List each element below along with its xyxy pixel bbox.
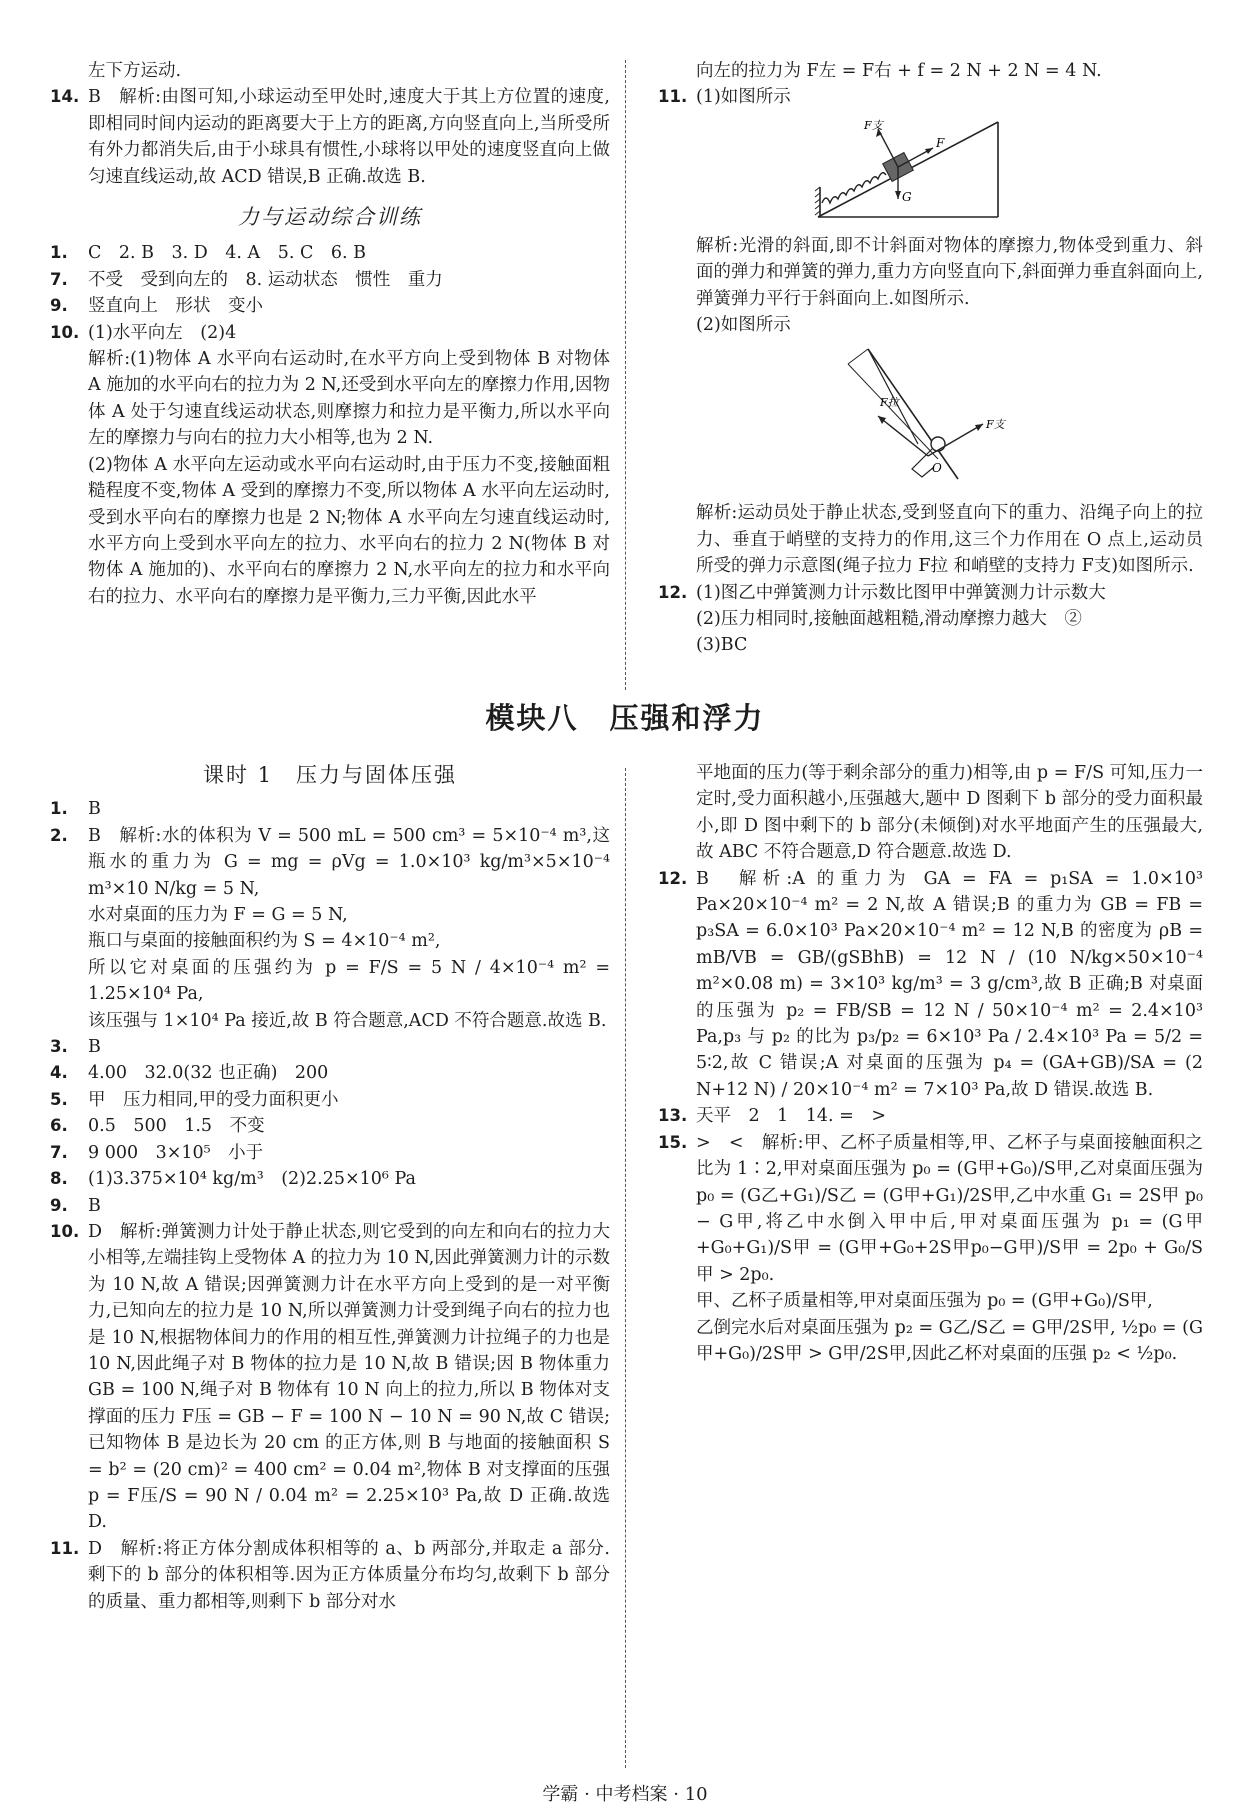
answer-2: 2. B 解析:水的体积为 V = 500 mL = 500 cm³ = 5×10⁻⁴ m³,这瓶水的重力为 G = mg = ρVg = 1.0×10³ kg/m³×5×10⁻⁴ m³×10 N/kg = 5 N, [50,825,610,899]
section-title: 力与运动综合训练 [238,205,422,230]
climber-force-diagram [768,344,1018,494]
lesson-title: 课时 1 压力与固体压强 [202,763,458,787]
answer-7: 7. 9 000 3×10⁵ 小于 [50,1142,264,1163]
answer-11-analysis: 解析:光滑的斜面,即不计斜面对物体的摩擦力,物体受到重力、斜面的弹力和弹簧的弹力,重力方向竖直向下,斜面弹力垂直斜面向上,弹簧弹力平行于斜面向上.如图所示. [696,235,1203,309]
answer-12: 12. (1)图乙中弹簧测力计示数比图甲中弹簧测力计示数大 [658,582,1106,603]
column-divider-top [625,60,626,690]
answer-11-cont: 平地面的压力(等于剩余部分的重力)相等,由 p = F/S 可知,压力一定时,受力面积越小,压强越大,题中 D 图剩下 b 部分的受力面积最小,即 D 图中剩下的 b 部分(未倾倒)对水平地面产生的压强最大,故 ABC 不符合题意,D 符合题意.故选 D. [696,763,1203,863]
answer-15-line: 乙倒完水后对桌面压强为 p₂ = G乙/S乙 = G甲/2S甲, ½p₀ = (G甲+G₀)/2S甲 > G甲/2S甲,因此乙杯对桌面的压强 p₂ < ½p₀. [696,1317,1203,1364]
answer-12-part3: (3)BC [696,635,748,656]
force-label-rope: F拉 [880,396,899,410]
answer-4: 4. 4.00 32.0(32 也正确) 200 [50,1063,329,1084]
answer-13-14: 13. 天平 2 1 14. = > [658,1106,886,1127]
answer-10: 10. D 解析:弹簧测力计处于静止状态,则它受到的向左和向右的拉力大小相等,左端挂钩上受物体 A 的拉力为 10 N,因此弹簧测力计的示数为 10 N,故 A 错误;因弹簧测力计在水平方向上受到的是一对平衡力,已知向左的拉力是 10 N,所以弹簧测力计受到绳子向右的拉力也是 10 N,根据物体间力的作用的相互性,弹簧测力计拉绳子的力也是 10 N,因此绳子对 B 物体的拉力是 10 N,故 B 错误;因 B 物体重力 GB = 100 N,绳子对 B 物体有 10 N 向上的拉力,所以 B 物体对支撑面的压力 F压 = GB − F = 100 N − 10 N = 90 N,故 C 错误;已知物体 B 是边长为 20 cm 的正方体,则 B 与地面的接触面积 S = b² = (20 cm)² = 400 cm² = 0.04 m²,物体 B 对支撑面的压强 p = F压/S = 90 N / 0.04 m² = 2.25×10³ Pa,故 D 正确.故选 D. [50,1221,610,1533]
point-label-o: O [932,461,942,476]
answer-10-analysis: 解析:(1)物体 A 水平向右运动时,在水平方向上受到物体 B 对物体 A 施加的水平向右的拉力为 2 N,还受到水平向左的摩擦力作用,因物体 A 处于匀速直线运动状态,则摩擦力和拉力是平衡力,所以水平向左的摩擦力与向右的拉力大小相等,也为 2 N. [88,349,610,449]
force-label-spring: F [936,135,945,150]
answer-line: 左下方运动. [88,61,182,81]
page-footer: 学霸 · 中考档案 · 10 [542,1784,708,1805]
right-column-top [658,58,1203,659]
answer-9: 9. B [50,1195,101,1216]
answer-15-line: 甲、乙杯子质量相等,甲对桌面压强为 p₀ = (G甲+G₀)/S甲, [696,1291,1153,1312]
answer-6: 6. 0.5 500 1.5 不变 [50,1116,265,1137]
module-title: 模块八 压强和浮力 [485,701,765,735]
answer-9: 9. 竖直向上 形状 变小 [50,296,263,317]
force-label-wall: F支 [986,418,1005,432]
left-column-bottom [50,760,610,1615]
answer-3: 3. B [50,1037,101,1058]
answer-11-part2: (2)如图所示 [696,315,791,336]
answer-2-line: 水对桌面的压力为 F = G = 5 N, [88,905,348,926]
incline-spring-diagram [768,117,1008,227]
answer-11: 11. D 解析:将正方体分割成体积相等的 a、b 两部分,并取走 a 部分.剩下的 b 部分的体积相等.因为正方体质量分布均匀,故剩下 b 部分的质量、重力都相等,则剩下 b 部分对水 [50,1538,610,1612]
answer-11-analysis-2: 解析:运动员处于静止状态,受到竖直向下的重力、沿绳子向上的拉力、垂直于峭壁的支持力的作用,这三个力作用在 O 点上,运动员所受的弹力示意图(绳子拉力 F拉 和峭壁的支持力 F支)如图所示. [696,503,1203,577]
column-divider-bottom [625,768,626,1768]
left-column-top [50,58,610,610]
answer-12: 12. B 解析:A 的重力为 GA = FA = p₁SA = 1.0×10³ Pa×20×10⁻⁴ m² = 2 N,故 A 错误;B 的重力为 GB = FB = p₃SA = 6.0×10³ Pa×20×10⁻⁴ m² = 12 N,B 的密度为 ρB = mB/VB = GB/(gSBhB) = 12 N / (10 N/kg×50×10⁻⁴ m²×0.08 m) = 3×10³ kg/m³ = 3 g/cm³,故 B 正确;B 对桌面的压强为 p₂ = FB/SB = 12 N / 50×10⁻⁴ m² = 2.4×10³ Pa,p₃ 与 p₂ 的比为 p₃/p₂ = 6×10³ Pa / 2.4×10³ Pa = 5/2 = 5∶2,故 C 错误;A 对桌面的压强为 p₄ = (GA+GB)/SA = (2 N+12 N) / 20×10⁻⁴ m² = 7×10³ Pa,故 D 错误.故选 B. [658,868,1203,1100]
force-label-support: F支 [864,118,883,132]
answer-14: 14. B 解析:由图可知,小球运动至甲处时,速度大于其上方位置的速度,即相同时间内运动的距离要大于上方的距离,方向竖直向上,当所受所有外力都消失后,由于小球具有惯性,小球将以甲处的速度竖直向上做匀速直线运动,故 ACD 错误,B 正确.故选 B. [50,87,610,187]
answer-7-8: 7. 不受 受到向左的 8. 运动状态 惯性 重力 [50,269,443,290]
answer-2-line: 该压强与 1×10⁴ Pa 接近,故 B 符合题意,ACD 不符合题意.故选 B. [88,1010,607,1031]
answer-8: 8. (1)3.375×10⁴ kg/m³ (2)2.25×10⁶ Pa [50,1169,416,1190]
answer-2-line: 瓶口与桌面的接触面积约为 S = 4×10⁻⁴ m², [88,931,441,952]
answer-10-cont: 向左的拉力为 F左 = F右 + f = 2 N + 2 N = 4 N. [696,61,1102,81]
answer-12-part2: (2)压力相同时,接触面越粗糙,滑动摩擦力越大 ② [696,609,1082,630]
right-column-bottom [658,760,1203,1367]
answer-1-6: 1. C 2. B 3. D 4. A 5. C 6. B [50,243,366,264]
answer-2-line: 所以它对桌面的压强约为 p = F/S = 5 N / 4×10⁻⁴ m² = 1.25×10⁴ Pa, [88,957,610,1005]
force-label-gravity: G [902,189,912,204]
answer-10-analysis-2: (2)物体 A 水平向左运动或水平向右运动时,由于压力不变,接触面粗糙程度不变,物体 A 受到的摩擦力不变,所以物体 A 水平向左运动时,受到水平向右的摩擦力也是 2 N;物体 A 水平向左匀速直线运动时,水平方向上受到水平向左的拉力、水平向右的拉力 2 N(物体 B 对物体 A 施加的)、水平向右的摩擦力 2 N,水平向左的拉力和水平向右的拉力、水平向右的摩擦力是平衡力,三力平衡,因此水平 [88,454,610,607]
answer-10: 10. (1)水平向左 (2)4 [50,322,237,343]
answer-15: 15. > < 解析:甲、乙杯子质量相等,甲、乙杯子与桌面接触面积之比为 1∶2,甲对桌面压强为 p₀ = (G甲+G₀)/S甲,乙对桌面压强为 p₀ = (G乙+G₁)/S乙 = (G甲+G₁)/2S甲,乙中水重 G₁ = 2S甲 p₀ − G甲,将乙中水倒入甲中后,甲对桌面压强为 p₁ = (G甲+G₀+G₁)/S甲 = (G甲+G₀+2S甲p₀−G甲)/S甲 = 2p₀ + G₀/S甲 > 2p₀. [658,1132,1203,1285]
answer-5: 5. 甲 压力相同,甲的受力面积更小 [50,1089,339,1110]
answer-11: 11. (1)如图所示 [658,87,791,108]
answer-1: 1. B [50,799,101,820]
